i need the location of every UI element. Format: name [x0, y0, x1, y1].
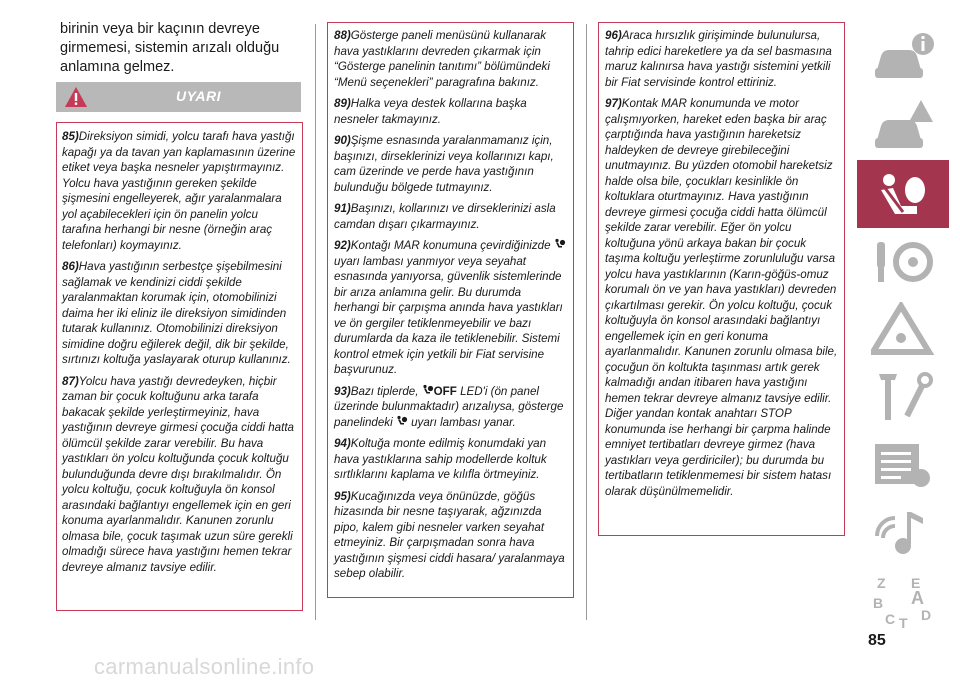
warning-94: 94)Koltuğa monte edilmiş konumdaki yan hava yastıklarına sahip modellerde koltuk sırtlıklarını kaplama ve kılıfla örtmeyiniz.	[334, 437, 547, 481]
tab-index[interactable]	[857, 568, 949, 636]
specs-list-icon	[871, 438, 935, 494]
warning-86: 86)Hava yastığının serbestçe şişebilmesini sağlamak ve kendinizi ciddi şekilde yaralanmaktan korumak için, otomobilinizi daima her iki eliniz ile direksiyon simidinden tutarak kullanınız. Otomobilinizi direksiyon simidine doğru eğilerek değil, dik bir şekilde, sırtınızı koltuğa yaslayarak oturup kullanınız.	[62, 260, 291, 366]
warning-90: 90)Şişme esnasında yaralanmamanız için, başınızı, dirseklerinizi veya kollarınızı kapı, cam üzerinde ve perde hava yastığının bulunduğu bölgede tutmayınız.	[334, 134, 554, 194]
warning-87: 87)Yolcu hava yastığı devredeyken, hiçbir zaman bir çocuk koltuğunu arka tarafa bakacak şekilde yerleştirmeyiniz, hava yastığının devreye girmesi çocuğa ciddi hatta ölümcül şekilde zarar verebilir. Bu hava yastıkları ön yolcu koltuğunda çocuk koltuğu bulunduğunda devre dışı bırakılmalıdır. Ön yolcu koltuğu, çocuk koltuğuyla ön konsol arasındaki bağlantıyı engellemek için en geri konuma ayarlanmalıdır. Kanunen zorunlu olmasa bile, çocuk taşımak uzun süre gerekli olmadığı sürece hava yastığını hemen tekrar devreye almanız tavsiye edilir.	[62, 374, 294, 574]
car-warning-icon	[871, 98, 935, 154]
svg-text:C: C	[885, 611, 896, 627]
warning-box-2	[327, 22, 574, 598]
warning-title: UYARI	[175, 88, 222, 104]
warning-92: 92)Kontağı MAR konumuna çevirdiğinizde uyarı lambası yanmıyor veya seyahat esnasında yanıyorsa, güvenlik sistemlerinde bir arıza anlamına gelir. Bu durumda herhangi bir çarpışma anında hava yastıkları ve ön gergiler tetiklenmeyebilir ve bazı durumlarda da kaza ile tetiklenebilir. Sistemi kontrol etmek için yetkili bir Fiat servisine başvurunuz.	[334, 238, 567, 378]
airbag-seatbelt-icon	[871, 166, 935, 222]
column-divider	[586, 24, 587, 620]
tab-car-info[interactable]	[857, 24, 949, 92]
warning-header	[56, 82, 301, 112]
warning-89: 89)Halka veya destek kollarına başka nesneler takmayınız.	[334, 97, 527, 126]
warning-93: 93)Bazı tiplerde, OFF LED'i (ön panel üzerinde bulunmaktadır) arızalıysa, gösterge panelindeki uyarı lambası yanar.	[334, 384, 564, 429]
index-alphabet-icon	[871, 574, 935, 630]
key-steering-icon	[871, 234, 935, 290]
multimedia-icon	[871, 506, 935, 562]
column-divider	[315, 24, 316, 620]
airbag-warning-icon	[554, 238, 566, 250]
tab-starting-driving[interactable]	[857, 228, 949, 296]
svg-text:T: T	[899, 615, 908, 630]
warning-96: 96)Araca hırsızlık girişiminde bulunulursa, tahrip edici hareketlere ya da sel basmasına maruz kalınırsa hava yastığı sistemini yetkili bir Fiat servisinde kontrol ettiriniz.	[605, 29, 832, 89]
intro-text: birinin veya bir kaçının devreye girmemesi, sistemin arızalı olduğu anlamına gelmez.	[60, 21, 280, 75]
svg-text:A: A	[911, 588, 924, 608]
tab-car-warning[interactable]	[857, 92, 949, 160]
warning-91: 91)Başınızı, kollarınızı ve dirseklerinizi asla camdan dışarı çıkarmayınız.	[334, 202, 556, 231]
warning-box-1	[56, 122, 303, 611]
airbag-warning-icon	[396, 415, 408, 427]
breakdown-triangle-icon	[871, 302, 935, 358]
warning-97: 97)Kontak MAR konumunda ve motor çalışmıyorken, hareket eden başka bir araç çarptığında hava yastığının hareketsiz haldeyken de devreye girebileceğini unutmayınız. Bu yüzden otomobil hareketsiz halde olsa bile, çocukları kesinlikle ön koltuklara oturtmayınız. Hava yastığının devreye girmesi çocuğa ciddi hatta ölümcül şekilde zarar verebilir. Eğer ön yolcu koltuğuna yönü arkaya bakan bir çocuk taşıma koltuğu yerleştirme zorunluluğu varsa yolcu hava yastıklarının (Karın-göğüs-omuz korumalı ön ve yan hava yastıkları) devreden çıkartılması gerekir. Ön yolcu koltuğu, çocuk koltuğuyla ön konsol arasındaki bağlantıyı engellemek için en geri konuma ayarlanmalıdır. Kanunen zorunlu olmasa bile, çocuğun ön koltukta taşınması artık gerek kalmadığı andan itibaren hava yastığını hemen tekrar devreye almanız tavsiye edilir. Diğer yandan kontak anahtarı STOP konumunda ise herhangi bir çarpma halinde emniyet tertibatları devreye girmez (hava yastıkları veya gerdiriciler); bu durumda bu tertibatların tetiklenmemesi bir sistem hatası olarak düşünülmemelidir.	[605, 97, 838, 498]
warning-85: 85)Direksiyon simidi, yolcu tarafı hava yastığı kapağı ya da tavan yan kaplamasının üzerine etiket veya başka nesneler yapıştırmayınız. Yolcu hava yastığının gereken şekilde şişmesini engelleyerek, ağır yaralanmalara yol açabilecekleri için ön panelin yolcu tarafına herhangi bir nesne (örneğin araç telefonları) koymayınız.	[62, 130, 296, 252]
page-number: 85	[868, 632, 886, 649]
warning-95: 95)Kucağınızda veya önünüzde, göğüs hizasında bir nesne taşıyarak, ağzınızda pipo, kalem gibi nesneler varken seyahat etmeyiniz. Bir çarpışmadan sonra hava yastığının şişmesi ciddi hasara/ yaralanmaya sebep olabilir.	[334, 489, 565, 580]
car-info-icon	[871, 30, 935, 86]
svg-text:B: B	[873, 595, 884, 611]
tab-emergency[interactable]	[857, 296, 949, 364]
warning-box-3	[598, 22, 845, 536]
tab-multimedia[interactable]	[857, 500, 949, 568]
watermark: carmanualsonline.info	[94, 654, 315, 679]
warning-88: 88)Gösterge paneli menüsünü kullanarak hava yastıklarını devreden çıkarmak için “Gösterge panelinin tanıtımı” bölümündeki “Menü seçenekleri” paragrafına bakınız.	[334, 29, 550, 89]
svg-text:E: E	[911, 575, 921, 591]
tab-maintenance[interactable]	[857, 364, 949, 432]
tab-technical-data[interactable]	[857, 432, 949, 500]
svg-text:Z: Z	[877, 575, 886, 591]
passenger-airbag-icon	[422, 384, 434, 396]
tab-safety-active[interactable]	[857, 160, 949, 228]
service-wrench-icon	[871, 370, 935, 426]
svg-text:D: D	[921, 607, 932, 623]
